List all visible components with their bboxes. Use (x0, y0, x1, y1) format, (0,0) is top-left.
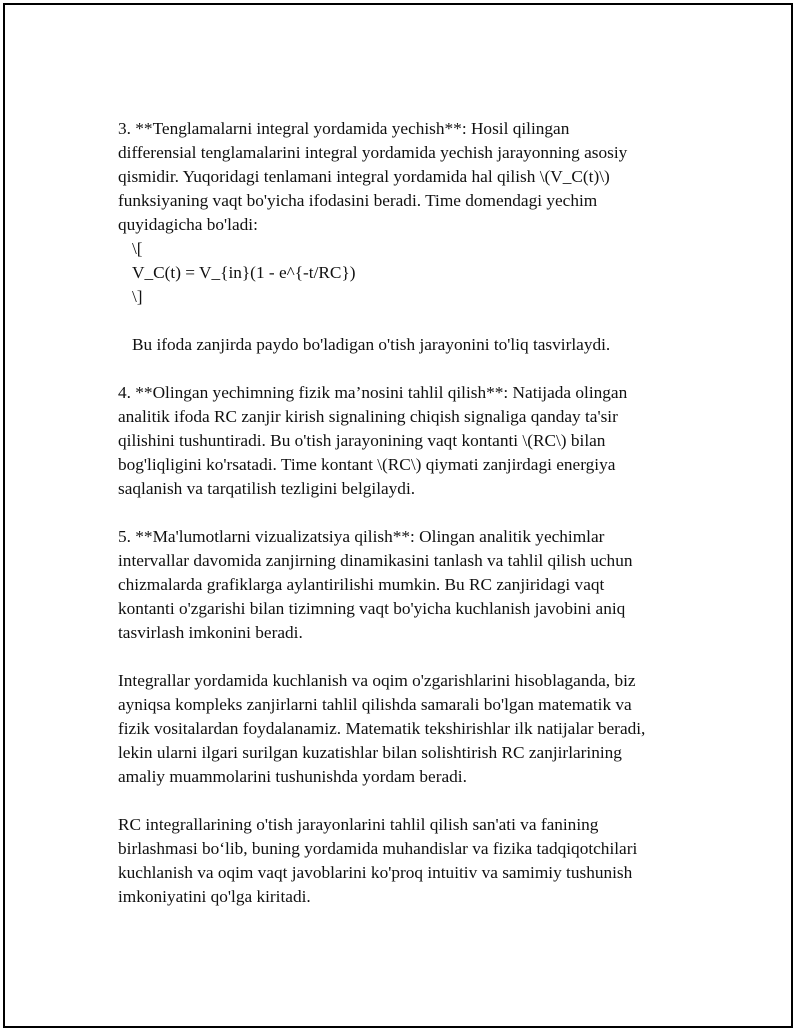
section-4-line: 4. **Olingan yechimning fizik ma’nosini tahlil qilish**: Natijada olingan (118, 383, 628, 402)
section-3-line: funksiyaning vaqt bo'yicha ifodasini beradi. Time domendagi yechim (118, 191, 598, 210)
section-5-line: 5. **Ma'lumotlarni vizualizatsiya qilish**: Olingan analitik yechimlar (118, 527, 605, 546)
section-4-line: qilishini tushuntiradi. Bu o'tish jarayonining vaqt kontanti \(RC\) bilan (118, 431, 606, 450)
paragraph-line: Integrallar yordamida kuchlanish va oqim o'zgarishlarini hisoblaganda, biz (118, 671, 636, 690)
paragraph-line: kuchlanish va oqim vaqt javoblarini ko'proq intuitiv va samimiy tushunish (118, 863, 633, 882)
paragraph-integrals (118, 669, 698, 789)
formula-close: \] (132, 287, 143, 306)
paragraph-conclusion (118, 813, 698, 909)
section-4-line: bog'liqligini ko'rsatadi. Time kontant \(RC\) qiymati zanjirdagi energiya (118, 455, 616, 474)
section-3 (118, 117, 698, 357)
section-3-line: 3. **Tenglamalarni integral yordamida yechish**: Hosil qilingan (118, 119, 570, 138)
formula-note: Bu ifoda zanjirda paydo bo'ladigan o'tish jarayonini to'liq tasvirlaydi. (132, 335, 611, 354)
paragraph-line: fizik vositalardan foydalanamiz. Matematik tekshirishlar ilk natijalar beradi, (118, 719, 646, 738)
section-5-line: kontanti o'zgarishi bilan tizimning vaqt bo'yicha kuchlanish javobini aniq (118, 599, 626, 618)
section-3-line: differensial tenglamalarini integral yordamida yechish jarayonning asosiy (118, 143, 628, 162)
section-3-line: qismidir. Yuqoridagi tenlamani integral yordamida hal qilish \(V_C(t)\) (118, 167, 610, 186)
formula-open: \[ (132, 239, 143, 258)
section-3-line: quyidagicha bo'ladi: (118, 215, 258, 234)
paragraph-line: birlashmasi bo‘lib, buning yordamida muhandislar va fizika tadqiqotchilari (118, 839, 638, 858)
section-5-line: chizmalarda grafiklarga aylantirilishi mumkin. Bu RC zanjiridagi vaqt (118, 575, 605, 594)
document-body (118, 117, 698, 909)
paragraph-line: ayniqsa kompleks zanjirlarni tahlil qilishda samarali bo'lgan matematik va (118, 695, 632, 714)
section-5 (118, 525, 698, 645)
section-4 (118, 381, 698, 501)
section-5-line: tasvirlash imkonini beradi. (118, 623, 303, 642)
paragraph-line: imkoniyatini qo'lga kiritadi. (118, 887, 311, 906)
section-4-line: analitik ifoda RC zanjir kirish signalining chiqish signaliga qanday ta'sir (118, 407, 618, 426)
paragraph-line: RC integrallarining o'tish jarayonlarini tahlil qilish san'ati va fanining (118, 815, 599, 834)
paragraph-line: lekin ularni ilgari surilgan kuzatishlar bilan solishtirish RC zanjirlarining (118, 743, 622, 762)
formula-body: V_C(t) = V_{in}(1 - e^{-t/RC}) (132, 263, 356, 282)
section-5-line: intervallar davomida zanjirning dinamikasini tanlash va tahlil qilish uchun (118, 551, 633, 570)
section-4-line: saqlanish va tarqatilish tezligini belgilaydi. (118, 479, 416, 498)
paragraph-line: amaliy muammolarini tushunishda yordam beradi. (118, 767, 467, 786)
